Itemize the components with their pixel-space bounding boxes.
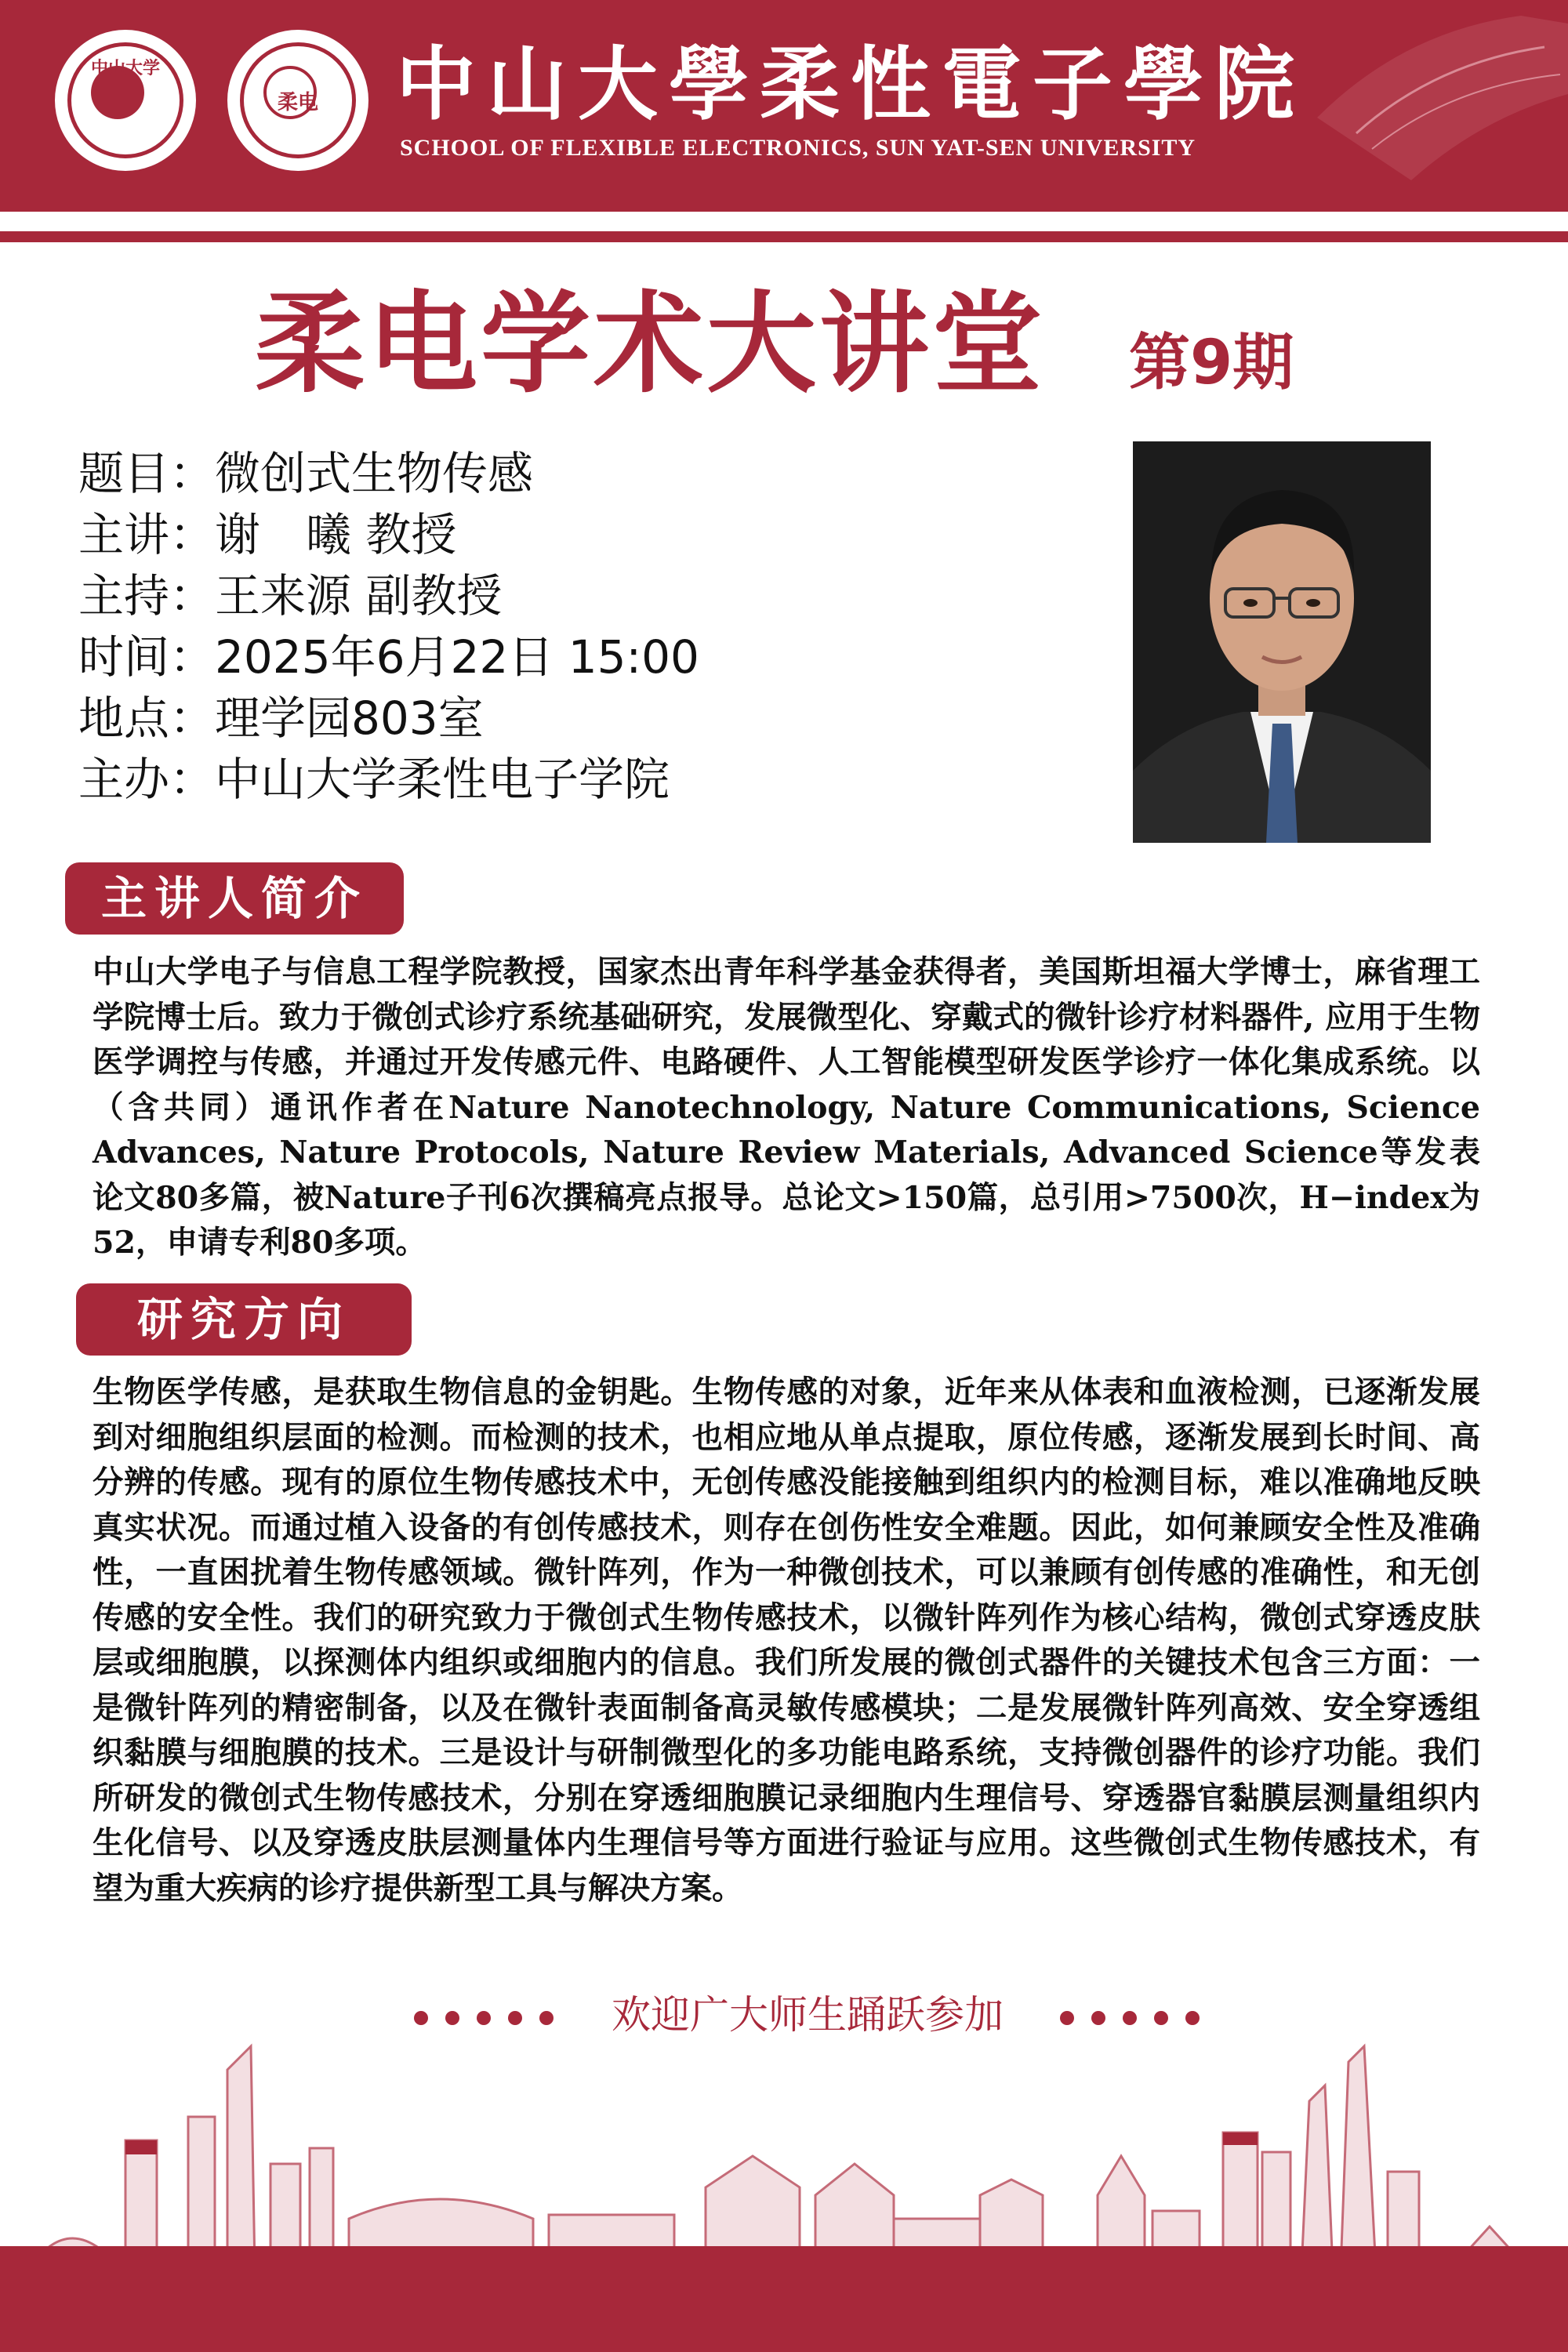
decor-dot [1154, 2011, 1168, 2025]
decor-dot [508, 2011, 522, 2025]
research-section-label: 研究方向 [76, 1283, 412, 1356]
event-title: 柔电学术大讲堂 [255, 281, 1046, 408]
info-topic: 题目：微创式生物传感 [78, 447, 534, 500]
welcome-text: 欢迎广大师生踊跃参加 [612, 1992, 1004, 2038]
footer-band [0, 2246, 1568, 2352]
decor-dot [1185, 2011, 1200, 2025]
decor-dot [1091, 2011, 1105, 2025]
info-time: 时间：2025年6月22日 15:00 [78, 630, 699, 684]
info-organizer: 主办：中山大学柔性电子学院 [78, 753, 670, 806]
decor-dot [414, 2011, 428, 2025]
header-decoration [1286, 0, 1568, 212]
decor-dot [445, 2011, 459, 2025]
school-name-en: SCHOOL OF FLEXIBLE ELECTRONICS, SUN YAT-SEN UNIVERSITY [400, 135, 1196, 161]
sysu-logo: 中山大学 [55, 30, 196, 171]
decor-dot [539, 2011, 554, 2025]
info-speaker: 主讲：谢 曦 教授 [78, 508, 457, 561]
decor-dot [1123, 2011, 1137, 2025]
header-stripe [0, 231, 1568, 242]
info-host: 主持：王来源 副教授 [78, 569, 503, 622]
research-text: 生物医学传感，是获取生物信息的金钥匙。生物传感的对象，近年来从体表和血液检测，已逐渐发展到对细胞组织层面的检测。而检测的技术，也相应地从单点提取，原位传感，逐渐发展到长时间、高分辨的传感。现有的原位生物传感技术中，无创传感没能接触到组织内的检测目标，难以准确地反映真实状况。而通过植入设备的有创传感技术，则存在创伤性安全难题。因此，如何兼顾安全性及准确性，一直困扰着生物传感领域。微针阵列，作为一种微创技术，可以兼顾有创传感的准确性，和无创传感的安全性。我们的研究致力于微创式生物传感技术，以微针阵列作为核心结构，微创式穿透皮肤层或细胞膜，以探测体内组织或细胞内的信息。我们所发展的微创式器件的关键技术包含三方面：一是微针阵列的精密制备，以及在微针表面制备高灵敏传感模块；二是发展微针阵列高效、安全穿透组织黏膜与细胞膜的技术。三是设计与研制微型化的多功能电路系统，支持微创器件的诊疗功能。我们所研发的微创式生物传感技术，分别在穿透细胞膜记录细胞内生理信号、穿透器官黏膜层测量组织内生化信号、以及穿透皮肤层测量体内生理信号等方面进行验证与应用。这些微创式生物传感技术，有望为重大疾病的诊疗提供新型工具与解决方案。 [93, 1374, 1480, 1907]
speaker-portrait-illustration [1133, 441, 1431, 843]
decor-dot [1060, 2011, 1074, 2025]
speaker-photo [1133, 441, 1431, 843]
school-name-cn: 中山大學柔性電子學院 [396, 38, 1305, 132]
info-place: 地点：理学园803室 [78, 691, 484, 745]
decor-dot [477, 2011, 491, 2025]
bio-text: 中山大学电子与信息工程学院教授，国家杰出青年科学基金获得者，美国斯坦福大学博士，麻省理工学院博士后。致力于微创式诊疗系统基础研究，发展微型化、穿戴式的微针诊疗材料器件, 应用于生物医学调控与传感，并通过开发传感元件、电路硬件、人工智能模型研发医学诊疗一体化集成系统。以（含共同）通讯作者在Nature Nanotechnology, Nature Communications, Science Advances, Nature Protocols, Nature Review Materials, Advanced Science等发表论文80多篇，被Nature子刊6次撰稿亮点报导。总论文>150篇，总引用>7500次，H−index为52，申请专利80多项。 [93, 954, 1480, 1261]
issue-number: 第9期 [1129, 328, 1294, 398]
school-logo: 柔电 [227, 30, 368, 171]
bio-section-label: 主讲人简介 [65, 862, 404, 935]
